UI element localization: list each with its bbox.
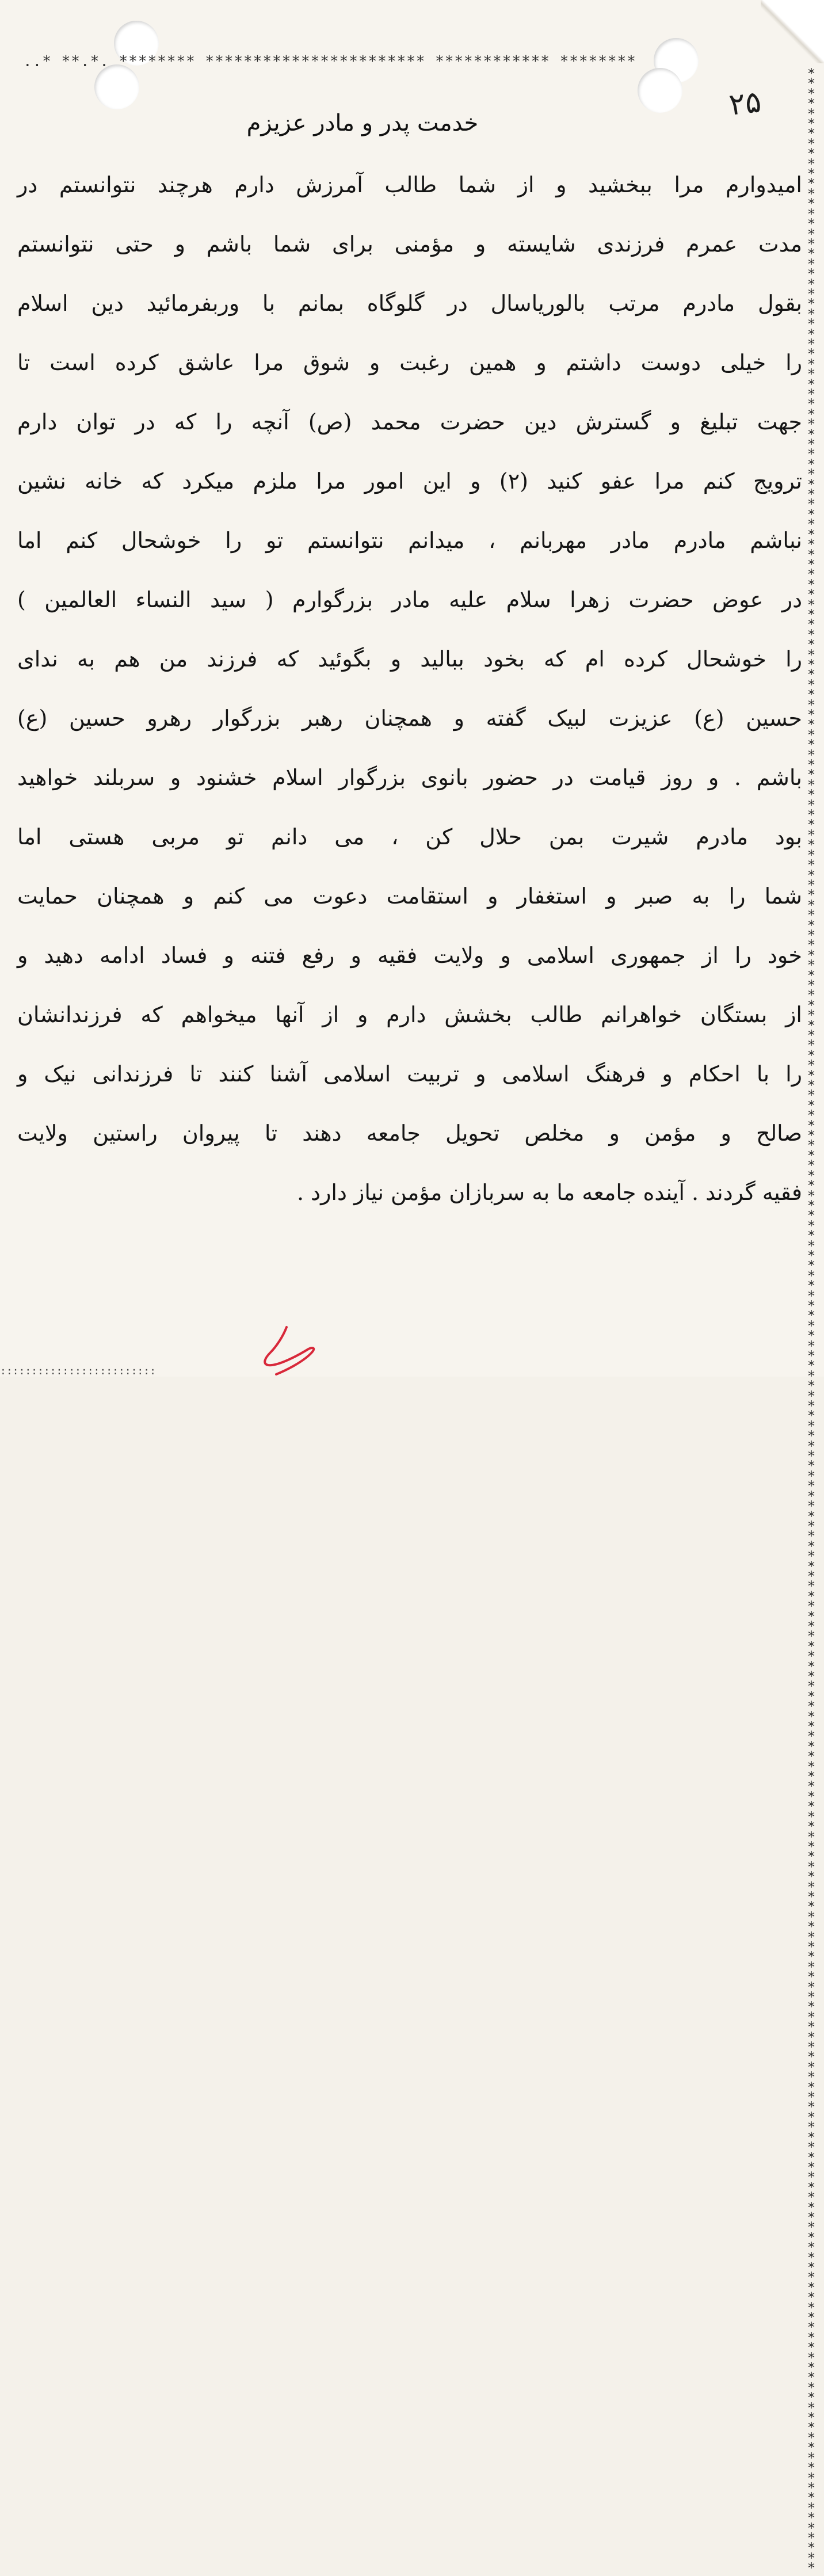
text-line: فقیه گردند . آینده جامعه ما به سربازان مؤمن نیاز دارد . bbox=[297, 1180, 802, 1205]
text-line: در عوض حضرت زهرا سلام علیه مادر بزرگوارم ( سید النساء العالمین ) bbox=[17, 587, 802, 612]
text-line: بود مادرم شیرت بمن حلال کن ، می دانم تو مربی هستی اما bbox=[17, 824, 802, 849]
text-line: حسین (ع) عزیزت لبیک گفته و همچنان رهبر بزرگوار رهرو حسین (ع) bbox=[17, 706, 802, 731]
star-border-bottom: ::::::::::::::::::::::::: bbox=[0, 1365, 156, 1377]
text-line: نباشم مادرم مادر مهربانم ، میدانم نتوانستم تو را خوشحال کنم اما bbox=[17, 528, 802, 553]
star-border-top: ..* **.*. ******** *********************** ************ ******** bbox=[23, 53, 636, 70]
text-line: را خیلی دوست داشتم و همین رغبت و شوق مرا عاشق کرده است تا bbox=[17, 350, 802, 375]
punch-hole-right-bottom bbox=[638, 68, 682, 113]
text-line: جهت تبلیغ و گسترش دین حضرت محمد (ص) آنچه را که در توان دارم bbox=[17, 409, 802, 435]
page-number: ۲۵ bbox=[727, 85, 763, 123]
text-line: را با احکام و فرهنگ اسلامی و تربیت اسلامی آشنا کنند تا فرزندانی نیک و bbox=[17, 1061, 802, 1087]
text-line: مدت عمرم فرزندی شایسته و مؤمنی برای شما باشم و حتی نتوانستم bbox=[17, 231, 802, 257]
text-line: شما را به صبر و استغفار و استقامت دعوت می کنم و همچنان حمایت bbox=[17, 883, 802, 909]
text-line: را خوشحال کرده ام که بخود ببالید و بگوئید که فرزند من هم به ندای bbox=[17, 646, 802, 672]
text-line: بقول مادرم مرتب بالوریاسال در گلوگاه بمانم با وربفرمائید دین اسلام bbox=[17, 291, 802, 316]
letter-body bbox=[17, 155, 806, 1222]
text-line: از بستگان خواهرانم طالب بخشش دارم و از آنها میخواهم که فرزندانشان bbox=[17, 1002, 802, 1027]
star-border-right: ********************************************************************************************************************************************************************************************************************************************************** bbox=[807, 66, 816, 2576]
punch-hole-left-bottom bbox=[94, 64, 139, 109]
text-line: ترویج کنم مرا عفو کنید (۲) و این امور مرا ملزم میکرد که خانه نشین bbox=[17, 468, 802, 494]
text-line: امیدوارم مرا ببخشید و از شما طالب آمرزش دارم هرچند نتوانستم در bbox=[17, 172, 802, 197]
handwritten-signature bbox=[253, 1324, 328, 1377]
text-line: صالح و مؤمن و مخلص تحویل جامعه دهند تا پیروان راستین ولایت bbox=[17, 1121, 802, 1146]
text-line: باشم . و روز قیامت در حضور بانوی بزرگوار اسلام خشنود و سربلند خواهید bbox=[17, 765, 802, 790]
text-line: خود را از جمهوری اسلامی و ولایت فقیه و رفع فتنه و فساد ادامه دهید و bbox=[17, 943, 802, 968]
letter-title: خدمت پدر و مادر عزیزم bbox=[246, 110, 479, 136]
